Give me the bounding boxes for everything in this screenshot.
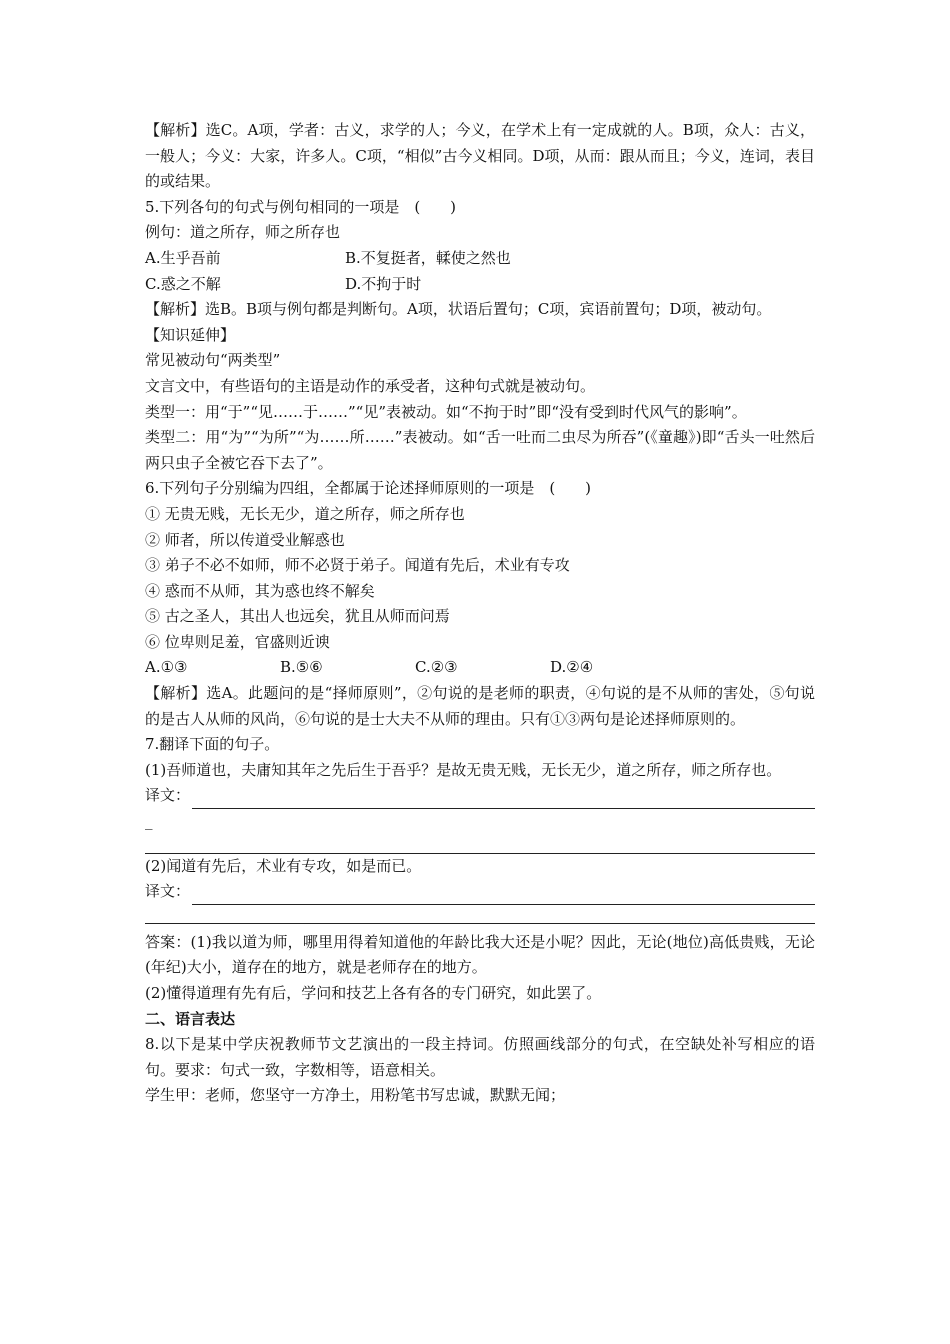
knowledge-type-2: 类型二：用“为”“为所”“为……所……”表被动。如“舌一吐而二虫尽为所吞”(《童趣》)即“舌头一吐然后两只虫子全被它吞下去了”。: [145, 428, 815, 472]
q6-option-c: C.②③: [415, 658, 458, 677]
q4-analysis: 【解析】选C。A项，学者：古义，求学的人；今义，在学术上有一定成就的人。B项，众人：古义，一般人；今义：大家，许多人。C项，“相似”古今义相同。D项，从而：跟从而且；今义，连词，表目的或结果。: [145, 121, 815, 191]
q8-stem: 8.以下是某中学庆祝教师节文艺演出的一段主持词。仿照画线部分的句式，在空缺处补写相应的语句。要求：句式一致，字数相等，语意相关。: [145, 1035, 815, 1079]
answer-line[interactable]: [192, 886, 815, 905]
q7-stem: 7.翻译下面的句子。: [145, 735, 280, 754]
knowledge-title: 常见被动句“两类型”: [145, 351, 281, 370]
q6-item: ⑤ 古之圣人，其出人也远矣，犹且从师而问焉: [145, 607, 450, 626]
q7-sentence-2: (2)闻道有先后，术业有专攻，如是而已。: [145, 856, 422, 875]
q5-option-c: C.惑之不解: [145, 274, 221, 293]
q6-option-b: B.⑤⑥: [280, 658, 323, 677]
q8-line-1: 学生甲：老师，您坚守一方净土，用粉笔书写忠诚，默默无闻；: [145, 1086, 566, 1105]
q5-example: 例句：道之所存，师之所存也: [145, 223, 341, 242]
q5-stem: 5.下列各句的句式与例句相同的一项是 ( ): [145, 197, 457, 216]
translation-field-1[interactable]: [145, 783, 815, 809]
translation-label: 译文：: [145, 882, 191, 901]
answer-line[interactable]: [192, 790, 815, 809]
document-page: [145, 118, 815, 1109]
answer-dash: _: [145, 812, 153, 831]
knowledge-type-1: 类型一：用“于”“见……于……”“见”表被动。如“不拘于时”即“没有受到时代风气的影响”。: [145, 402, 747, 421]
q6-analysis: 【解析】选A。此题问的是“择师原则”，②句说的是老师的职责，④句说的是不从师的害处，⑤句说的是古人从师的风尚，⑥句说的是士大夫不从师的理由。只有①③两句是论述择师原则的。: [145, 684, 815, 728]
knowledge-intro: 文言文中，有些语句的主语是动作的承受者，这种句式就是被动句。: [145, 376, 596, 395]
translation-field-2[interactable]: [145, 879, 815, 905]
q5-option-b: B.不复挺者，輮使之然也: [345, 248, 511, 267]
q6-options: [145, 655, 815, 681]
q6-item: ③ 弟子不必不如师，师不必贤于弟子。闻道有先后，术业有专攻: [145, 556, 570, 575]
q6-option-d: D.②④: [550, 658, 594, 677]
q6-item: ① 无贵无贱，无长无少，道之所存，师之所存也: [145, 504, 465, 523]
q7-answer-2: (2)懂得道理有先有后，学问和技艺上各有各的专门研究，如此罢了。: [145, 984, 602, 1002]
answer-line-full[interactable]: [145, 835, 815, 854]
q5-options-row-1: [145, 246, 815, 272]
answer-line-full[interactable]: [145, 905, 815, 924]
q6-item: ② 师者，所以传道受业解惑也: [145, 530, 345, 549]
q6-item: ⑥ 位卑则足羞，官盛则近谀: [145, 632, 330, 651]
q6-item: ④ 惑而不从师，其为惑也终不解矣: [145, 581, 375, 600]
q7-sentence-1: (1)吾师道也，夫庸知其年之先后生于吾乎？是故无贵无贱，无长无少，道之所存，师之所存也。: [145, 760, 782, 779]
knowledge-header: 【知识延伸】: [145, 325, 236, 344]
q6-stem: 6.下列句子分别编为四组，全都属于论述择师原则的一项是 ( ): [145, 479, 592, 498]
q6-option-a: A.①③: [145, 658, 188, 677]
translation-label: 译文：: [145, 786, 191, 805]
q5-analysis: 【解析】选B。B项与例句都是判断句。A项，状语后置句；C项，宾语前置句；D项，被动句。: [145, 300, 772, 319]
q5-options-row-2: [145, 272, 815, 298]
q5-option-a: A.生乎吾前: [145, 248, 221, 267]
q7-answer-1: 答案：(1)我以道为师，哪里用得着知道他的年龄比我大还是小呢？因此，无论(地位)高低贵贱，无论(年纪)大小，道存在的地方，就是老师存在的地方。: [145, 932, 815, 977]
q5-option-d: D.不拘于时: [345, 274, 422, 293]
section-heading: 二、语言表达: [145, 1009, 236, 1028]
